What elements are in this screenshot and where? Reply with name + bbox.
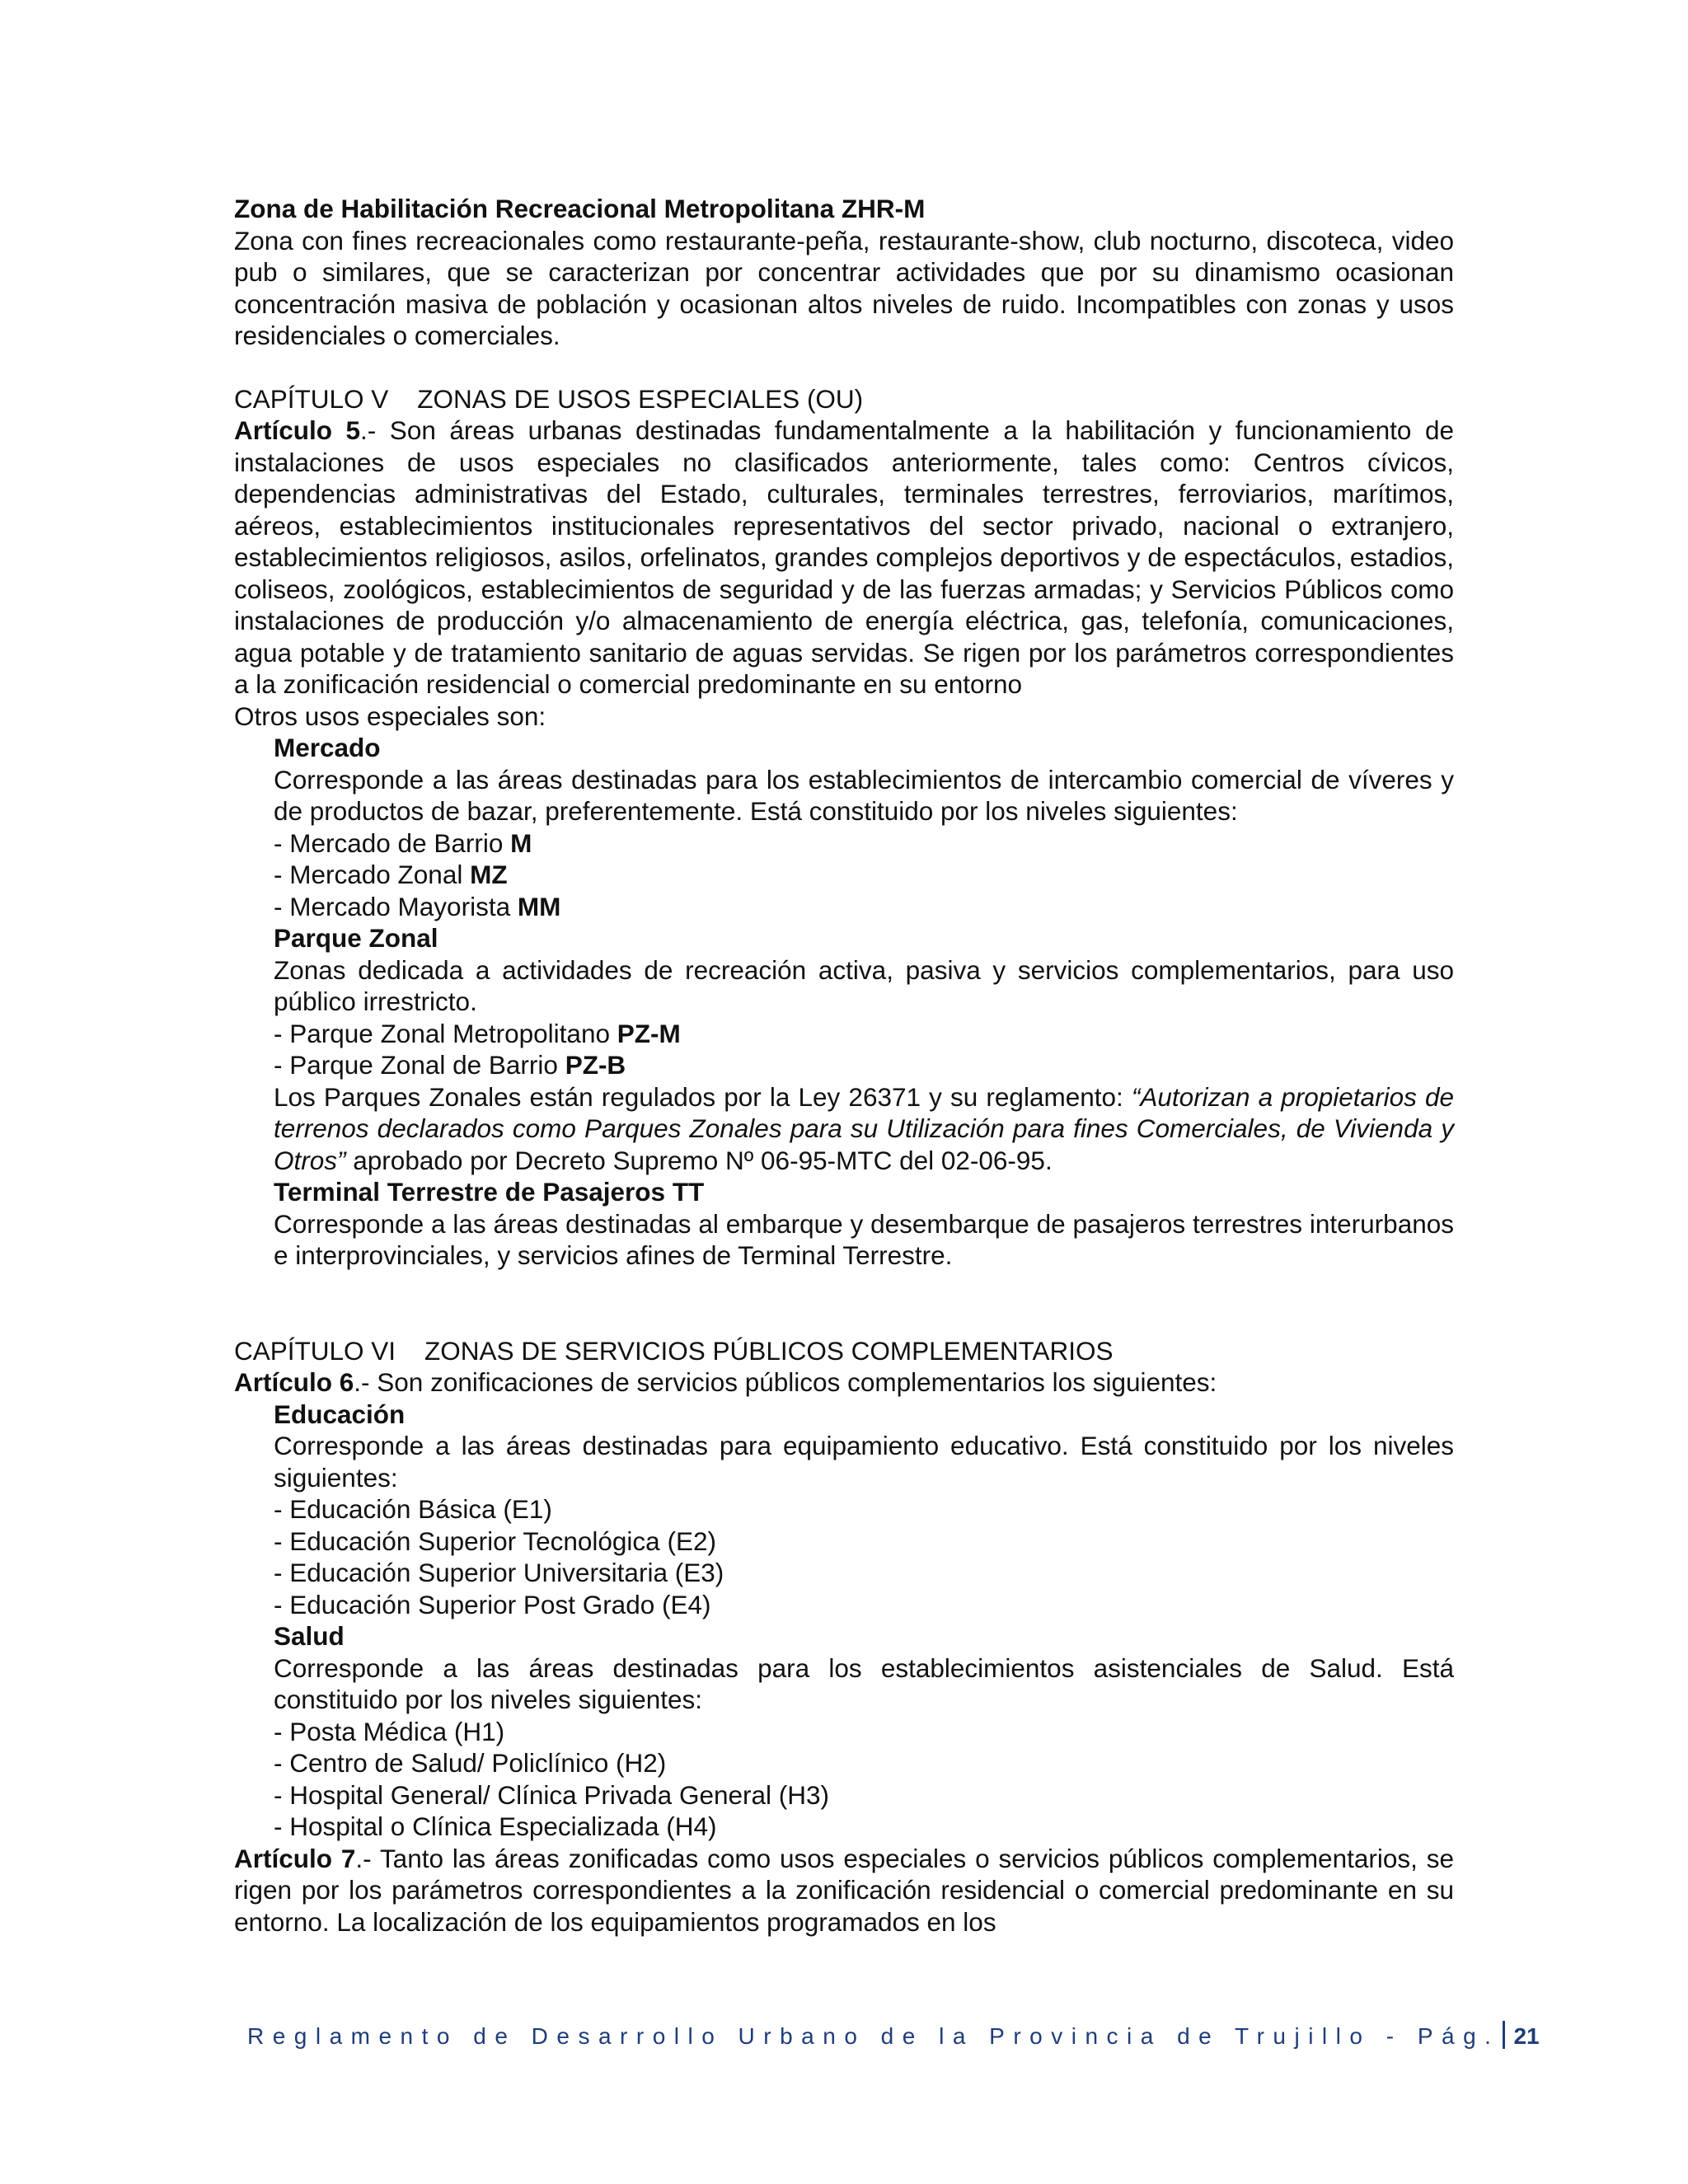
list-item: - Parque Zonal Metropolitano PZ-M [274,1018,681,1048]
list-item: - Centro de Salud/ Policlínico (H2) [274,1748,667,1778]
zhrm-title: Zona de Habilitación Recreacional Metropolitana ZHR-M [234,194,926,223]
educacion-title: Educación [274,1399,406,1429]
footer-title: Reglamento de Desarrollo Urbano de la Provincia de Trujillo - Pág. [247,2023,1500,2049]
parque-law-text: Los Parques Zonales están regulados por la Ley 26371 y su reglamento: “Autorizan a propietarios de terrenos declarados como Parques Zonales para su Utilización para fines Comerciales, de Vivienda y Otros” aprobado por Decreto Supremo Nº 06-95-MTC del 02-06-95. [274,1081,1454,1175]
article-6 [234,1366,1454,1399]
mercado-title: Mercado [274,733,381,762]
list-item: - Mercado Zonal MZ [274,860,508,889]
salud-title: Salud [274,1621,345,1651]
page-number: 21 [1513,2023,1540,2049]
article-7-label: Artículo 7 [234,1843,356,1873]
list-item: - Educación Básica (E1) [274,1494,552,1524]
list-item: - Educación Superior Universitaria (E3) [274,1558,724,1587]
article-5-label: Artículo 5 [234,415,361,445]
chapter-5-heading: CAPÍTULO V ZONAS DE USOS ESPECIALES (OU) [234,383,864,414]
article-6-text: .- Son zonificaciones de servicios públicos complementarios los siguientes: [354,1367,1217,1397]
article-7-text: .- Tanto las áreas zonificadas como usos especiales o servicios públicos complementarios, se rigen por los parámetros correspondientes a la zonificación residencial o comercial predominante en su entorno. La localización de los equipamientos programados en los [234,1843,1454,1937]
list-item: - Hospital General/ Clínica Privada General (H3) [274,1779,830,1810]
list-item: - Mercado Mayorista MM [274,891,561,921]
page-footer [247,2021,1540,2050]
otros-usos-label: Otros usos especiales son: [234,701,546,731]
list-item: - Educación Superior Tecnológica (E2) [274,1526,716,1556]
public-services-list [234,1399,1454,1843]
terminal-title: Terminal Terrestre de Pasajeros TT [274,1177,705,1207]
article-7 [234,1843,1454,1938]
educacion-text: Corresponde a las áreas destinadas para equipamiento educativo. Está constituido por los niveles siguientes: [274,1431,1454,1493]
salud-text: Corresponde a las áreas destinadas para los establecimientos asistenciales de Salud. Está constituido por los niveles siguientes: [274,1652,1454,1714]
page-content [234,193,1454,1938]
list-item: - Mercado de Barrio M [274,827,532,858]
special-uses-list [234,732,1454,1272]
parque-text: Zonas dedicada a actividades de recreación activa, pasiva y servicios complementarios, para uso público irrestricto. [274,954,1454,1016]
terminal-text: Corresponde a las áreas destinadas al embarque y desembarque de pasajeros terrestres interurbanos e interprovinciales, y servicios afines de Terminal Terrestre. [274,1208,1454,1270]
footer-separator [1503,2021,1505,2049]
list-item: - Hospital o Clínica Especializada (H4) [274,1811,717,1841]
zhrm-text: Zona con fines recreacionales como restaurante-peña, restaurante-show, club nocturno, discoteca, video pub o similares, que se caracterizan por concentrar actividades que por su dinamismo ocasionan concentración masiva de población y ocasionan altos niveles de ruido. Incompatibles con zonas y usos residenciales o comerciales. [234,225,1454,350]
mercado-text: Corresponde a las áreas destinadas para los establecimientos de intercambio comercial de víveres y de productos de bazar, preferentemente. Está constituido por los niveles siguientes: [274,764,1454,826]
list-item: - Parque Zonal de Barrio PZ-B [274,1050,626,1080]
chapter-6-heading: CAPÍTULO VI ZONAS DE SERVICIOS PÚBLICOS COMPLEMENTARIOS [234,1335,1114,1366]
list-item: - Posta Médica (H1) [274,1716,505,1746]
article-5 [234,415,1454,701]
list-item: - Educación Superior Post Grado (E4) [274,1589,711,1619]
article-5-text: .- Son áreas urbanas destinadas fundamentalmente a la habilitación y funcionamiento de instalaciones de usos especiales no clasificados anteriormente, tales como: Centros cívicos, dependencias administrativas del Estado, culturales, terminales terrestres, ferroviarios, marítimos, aéreos, establecimientos institucionales representativos del sector privado, nacional o extranjero, establecimientos religiosos, asilos, orfelinatos, grandes complejos deportivos y de espectáculos, estadios, coliseos, zoológicos, establecimientos de seguridad y de las fuerzas armadas; y Servicios Públicos como instalaciones de producción y/o almacenamiento de energía eléctrica, gas, telefonía, comunicaciones, agua potable y de tratamiento sanitario de aguas servidas. Se rigen por los parámetros correspondientes a la zonificación residencial o comercial predominante en su entorno [234,415,1454,699]
parque-title: Parque Zonal [274,923,438,953]
article-6-label: Artículo 6 [234,1367,354,1397]
law-quote: “Autorizan a propietarios de terrenos declarados como Parques Zonales para su Utilización para fines Comerciales, de Vivienda y Otros” [274,1081,1454,1175]
